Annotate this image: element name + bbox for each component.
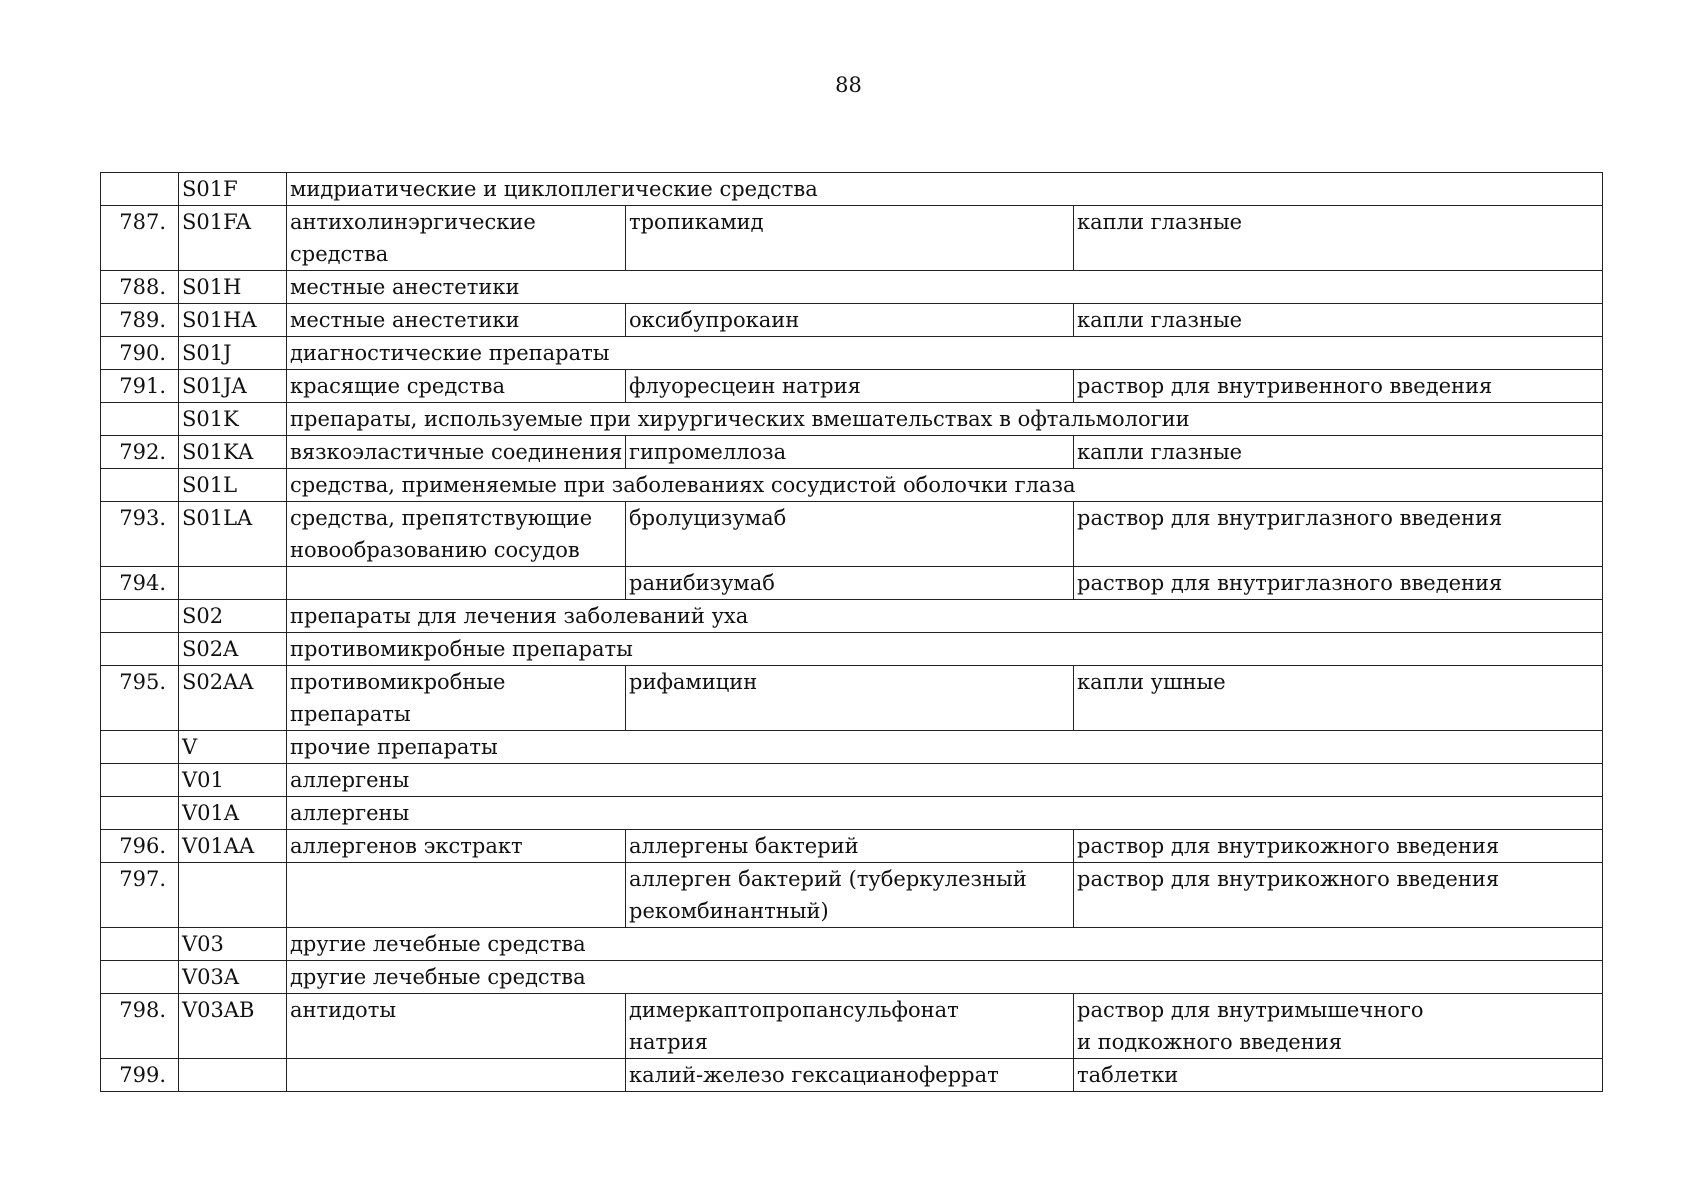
table-row (101, 830, 1603, 863)
row-number-cell (101, 469, 179, 502)
atc-group-cell: местные анестетики (287, 271, 1603, 304)
drug-name-cell: калий-железо гексацианоферрат (626, 1059, 1074, 1092)
row-number-cell (101, 403, 179, 436)
atc-group-cell: аллергены (287, 797, 1603, 830)
atc-group-cell (287, 1059, 626, 1092)
atc-code-cell: S01KA (179, 436, 287, 469)
row-number-cell: 787. (101, 206, 179, 271)
row-number-cell (101, 173, 179, 206)
row-number-cell: 795. (101, 666, 179, 731)
page-number: 88 (835, 73, 862, 97)
table-row (101, 304, 1603, 337)
dosage-form-cell: раствор для внутриглазного введения (1074, 567, 1603, 600)
atc-group-cell (287, 863, 626, 928)
dosage-form-cell: таблетки (1074, 1059, 1603, 1092)
dosage-form-cell: раствор для внутрикожного введения (1074, 830, 1603, 863)
atc-code-cell: S02AA (179, 666, 287, 731)
atc-code-cell (179, 567, 287, 600)
row-number-cell: 797. (101, 863, 179, 928)
atc-group-cell: препараты, используемые при хирургических вмешательствах в офтальмологии (287, 403, 1603, 436)
row-number-cell: 796. (101, 830, 179, 863)
atc-group-cell: противомикробные препараты (287, 666, 626, 731)
atc-code-cell: S01J (179, 337, 287, 370)
atc-group-cell: мидриатические и циклоплегические средства (287, 173, 1603, 206)
dosage-form-cell: раствор для внутрикожного введения (1074, 863, 1603, 928)
atc-code-cell: V03A (179, 961, 287, 994)
row-number-cell (101, 764, 179, 797)
dosage-form-cell: раствор для внутриглазного введения (1074, 502, 1603, 567)
atc-group-cell: другие лечебные средства (287, 961, 1603, 994)
row-number-cell: 799. (101, 1059, 179, 1092)
table-row (101, 600, 1603, 633)
dosage-form-cell: капли глазные (1074, 304, 1603, 337)
atc-group-cell: антихолинэргические средства (287, 206, 626, 271)
table-row (101, 567, 1603, 600)
atc-group-cell (287, 567, 626, 600)
table-row (101, 173, 1603, 206)
atc-code-cell: V01 (179, 764, 287, 797)
drug-name-cell: бролуцизумаб (626, 502, 1074, 567)
drug-name-cell: флуоресцеин натрия (626, 370, 1074, 403)
atc-code-cell: S01H (179, 271, 287, 304)
atc-code-cell: S01FA (179, 206, 287, 271)
table-row (101, 469, 1603, 502)
table-row (101, 271, 1603, 304)
atc-code-cell: V (179, 731, 287, 764)
table-row (101, 337, 1603, 370)
atc-code-cell: S01JA (179, 370, 287, 403)
drug-name-cell: гипромеллоза (626, 436, 1074, 469)
atc-code-cell: S01L (179, 469, 287, 502)
drug-name-cell: тропикамид (626, 206, 1074, 271)
row-number-cell: 790. (101, 337, 179, 370)
atc-code-cell (179, 863, 287, 928)
row-number-cell (101, 797, 179, 830)
atc-group-cell: средства, препятствующие новообразованию сосудов (287, 502, 626, 567)
drug-name-cell: димеркаптопропансульфонат натрия (626, 994, 1074, 1059)
table-row (101, 961, 1603, 994)
row-number-cell (101, 731, 179, 764)
atc-group-cell: красящие средства (287, 370, 626, 403)
table-row (101, 928, 1603, 961)
atc-group-cell: противомикробные препараты (287, 633, 1603, 666)
atc-code-cell: S01HA (179, 304, 287, 337)
atc-code-cell: V01A (179, 797, 287, 830)
table-row (101, 994, 1603, 1059)
row-number-cell (101, 928, 179, 961)
table-row (101, 633, 1603, 666)
atc-group-cell: средства, применяемые при заболеваниях сосудистой оболочки глаза (287, 469, 1603, 502)
table-row (101, 403, 1603, 436)
dosage-form-cell: капли глазные (1074, 206, 1603, 271)
drug-name-cell: аллергены бактерий (626, 830, 1074, 863)
atc-code-cell: S02 (179, 600, 287, 633)
table-row (101, 797, 1603, 830)
row-number-cell: 793. (101, 502, 179, 567)
atc-code-cell: V01AA (179, 830, 287, 863)
table-row (101, 666, 1603, 731)
drug-table (100, 172, 1603, 1092)
atc-group-cell: местные анестетики (287, 304, 626, 337)
table-row (101, 764, 1603, 797)
atc-group-cell: другие лечебные средства (287, 928, 1603, 961)
table-row (101, 731, 1603, 764)
atc-group-cell: вязкоэластичные соединения (287, 436, 626, 469)
atc-code-cell: S02A (179, 633, 287, 666)
atc-group-cell: препараты для лечения заболеваний уха (287, 600, 1603, 633)
drug-name-cell: рифамицин (626, 666, 1074, 731)
table-row (101, 863, 1603, 928)
table-row (101, 1059, 1603, 1092)
dosage-form-cell: капли глазные (1074, 436, 1603, 469)
row-number-cell: 798. (101, 994, 179, 1059)
atc-group-cell: аллергены (287, 764, 1603, 797)
dosage-form-cell: раствор для внутримышечного и подкожного введения (1074, 994, 1603, 1059)
atc-code-cell: S01LA (179, 502, 287, 567)
row-number-cell: 794. (101, 567, 179, 600)
atc-code-cell (179, 1059, 287, 1092)
table-row (101, 502, 1603, 567)
atc-group-cell: прочие препараты (287, 731, 1603, 764)
atc-group-cell: диагностические препараты (287, 337, 1603, 370)
table-row (101, 370, 1603, 403)
dosage-form-cell: капли ушные (1074, 666, 1603, 731)
atc-code-cell: S01F (179, 173, 287, 206)
row-number-cell: 788. (101, 271, 179, 304)
atc-code-cell: V03AB (179, 994, 287, 1059)
row-number-cell: 789. (101, 304, 179, 337)
row-number-cell (101, 633, 179, 666)
row-number-cell (101, 600, 179, 633)
row-number-cell: 792. (101, 436, 179, 469)
table-row (101, 206, 1603, 271)
atc-code-cell: S01K (179, 403, 287, 436)
drug-name-cell: ранибизумаб (626, 567, 1074, 600)
row-number-cell (101, 961, 179, 994)
table-row (101, 436, 1603, 469)
atc-group-cell: аллергенов экстракт (287, 830, 626, 863)
row-number-cell: 791. (101, 370, 179, 403)
drug-name-cell: аллерген бактерий (туберкулезный рекомбинантный) (626, 863, 1074, 928)
drug-name-cell: оксибупрокаин (626, 304, 1074, 337)
atc-group-cell: антидоты (287, 994, 626, 1059)
atc-code-cell: V03 (179, 928, 287, 961)
table-body (101, 173, 1603, 1092)
dosage-form-cell: раствор для внутривенного введения (1074, 370, 1603, 403)
